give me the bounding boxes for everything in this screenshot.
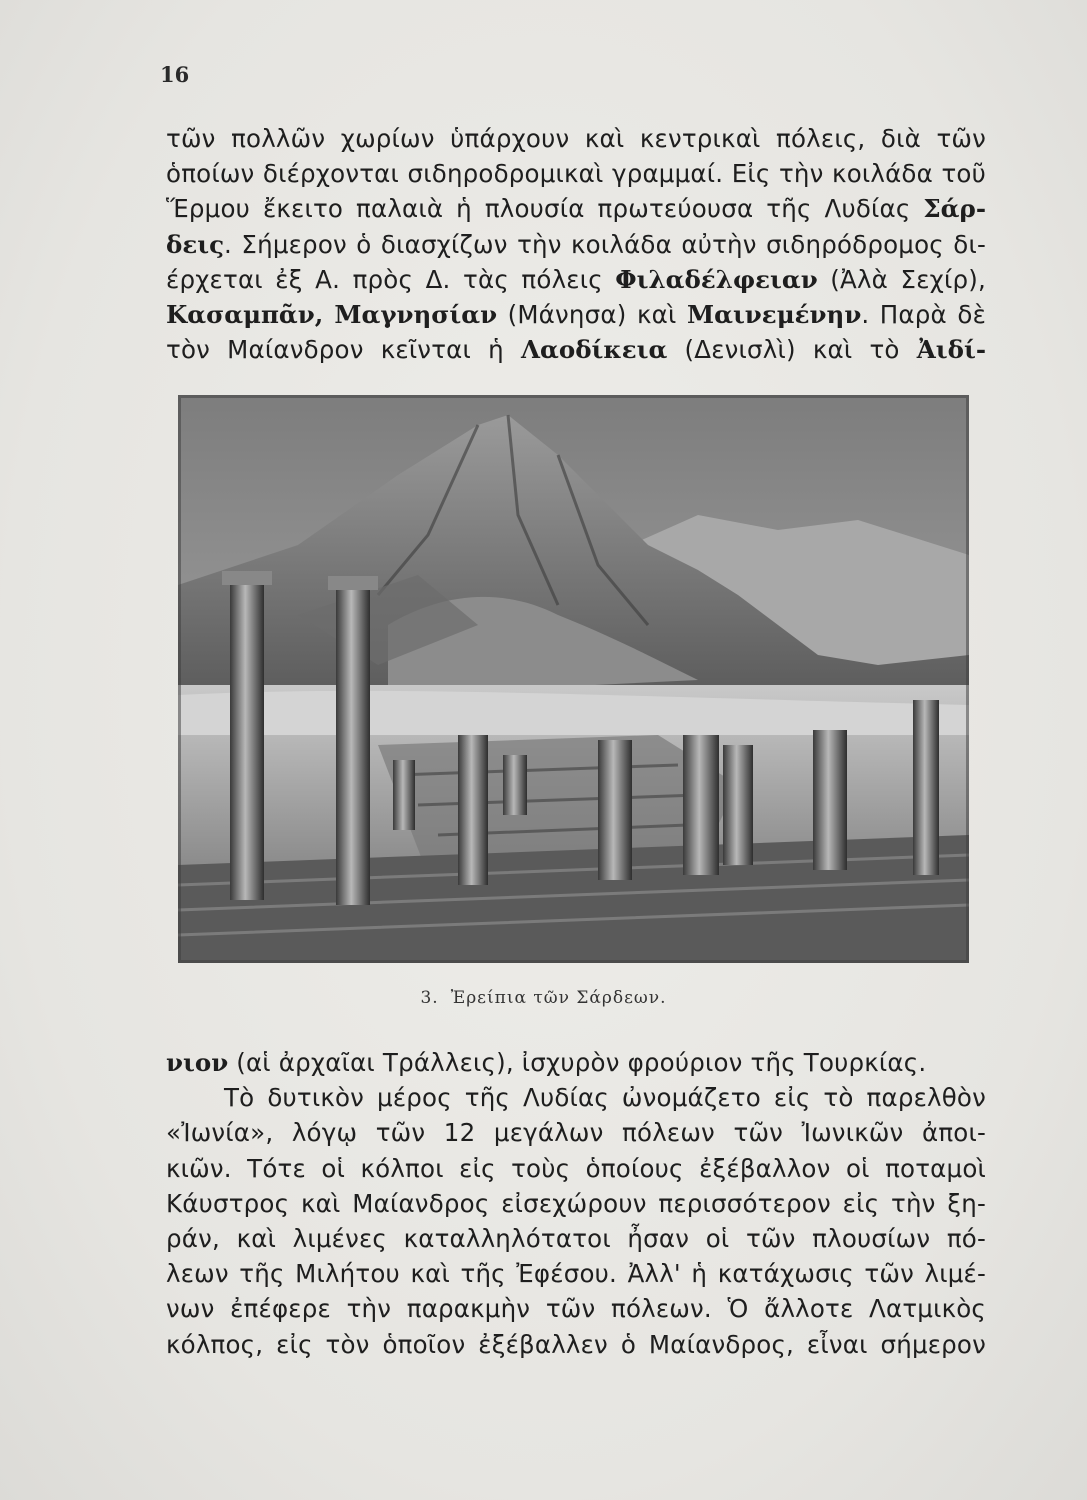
text-run: Κάυστρος καὶ Μαίανδρος εἰσεχώρουν περισσότερον εἰς τὴν ξη-: [166, 1188, 986, 1218]
bold-place-name: Κασαμπᾶν, Μαγνησίαν: [166, 299, 498, 329]
ruins-photograph: [178, 395, 969, 963]
text-run: λεων τῆς Μιλήτου καὶ τῆς Ἐφέσου. Ἀλλ' ἡ κατάχωσις τῶν λιμέ-: [166, 1259, 986, 1289]
paragraph-top: [166, 121, 986, 367]
bold-place-name: νιον: [166, 1048, 229, 1077]
page-number: 16: [160, 62, 190, 87]
text-run: (Δενισλὶ) καὶ τὸ: [667, 335, 917, 365]
bold-place-name: Μαινεμένην: [686, 299, 862, 329]
ruins-illustration: [178, 395, 969, 963]
text-run: Ἕρμου ἔκειτο παλαιὰ ἡ πλουσία πρωτεύουσα τῆς Λυδίας: [166, 194, 924, 224]
text-line: [166, 1327, 986, 1362]
text-run: έρχεται ἐξ Α. πρὸς Δ. τὰς πόλεις: [166, 264, 616, 294]
text-run: (Μάνησα) καὶ: [497, 299, 687, 329]
text-line: [166, 121, 986, 156]
text-run: «Ἰωνία», λόγῳ τῶν 12 μεγάλων πόλεων τῶν Ἰωνικῶν ἀποι-: [166, 1118, 986, 1148]
text-run: νων ἐπέφερε τὴν παρακμὴν τῶν πόλεων. Ὁ ἄλλοτε Λατμικὸς: [166, 1294, 986, 1324]
text-line: [166, 262, 986, 297]
bold-place-name: Φιλαδέλφειαν: [615, 264, 818, 294]
bold-place-name: Ἀιδί-: [916, 335, 986, 365]
text-run: Τὸ δυτικὸν μέρος τῆς Λυδίας ὠνομάζετο εἰς τὸ παρελθὸν: [224, 1083, 986, 1113]
bold-place-name: Λαοδίκεια: [521, 335, 668, 365]
text-line: [166, 1080, 986, 1115]
bold-place-name: Σάρ-: [923, 194, 986, 224]
text-line: [166, 156, 986, 191]
figure-caption: [0, 988, 1087, 1008]
text-line: [166, 191, 986, 226]
text-run: (Ἀλὰ Σεχίρ),: [817, 264, 986, 294]
text-line: [166, 1151, 986, 1186]
text-run: κόλπος, εἰς τὸν ὁποῖον ἐξέβαλλεν ὁ Μαίανδρος, εἶναι σήμερον: [166, 1329, 986, 1359]
text-line: [166, 1291, 986, 1326]
figure-caption-text: Ἐρείπια τῶν Σάρδεων.: [450, 988, 667, 1008]
paragraph-bottom: [166, 1045, 986, 1362]
text-run: τῶν πολλῶν χωρίων ὑπάρχουν καὶ κεντρικαὶ πόλεις, διὰ τῶν: [166, 124, 986, 153]
text-line: [166, 1221, 986, 1256]
text-run: (αἱ ἀρχαῖαι Τράλλεις), ἰσχυρὸν φρούριον τῆς Τουρκίας.: [228, 1048, 927, 1077]
text-run: ράν, καὶ λιμένες καταλληλότατοι ἦσαν οἱ τῶν πλουσίων πό-: [166, 1223, 986, 1253]
text-run: . Σήμερον ὁ διασχίζων τὴν κοιλάδα αὐτὴν σιδηρόδρομος δι-: [224, 229, 986, 259]
text-line: [166, 1115, 986, 1150]
text-run: κιῶν. Τότε οἱ κόλποι εἰς τοὺς ὁποίους ἐξέβαλλον οἱ ποταμοὶ: [166, 1153, 986, 1183]
text-run: ὁποίων διέρχονται σιδηροδρομικαὶ γραμμαί. Εἰς τὴν κοιλάδα τοῦ: [166, 159, 986, 189]
text-run: . Παρὰ δὲ: [861, 299, 987, 329]
text-line: [166, 227, 986, 262]
bold-place-name: δεις: [166, 229, 225, 259]
figure-number: 3.: [420, 988, 439, 1008]
text-run: τὸν Μαίανδρον κεῖνται ἡ: [166, 335, 521, 365]
text-line: [166, 1186, 986, 1221]
text-line: [166, 1256, 986, 1291]
text-line: [166, 1045, 986, 1080]
text-line: [166, 332, 986, 367]
text-line: [166, 297, 986, 332]
